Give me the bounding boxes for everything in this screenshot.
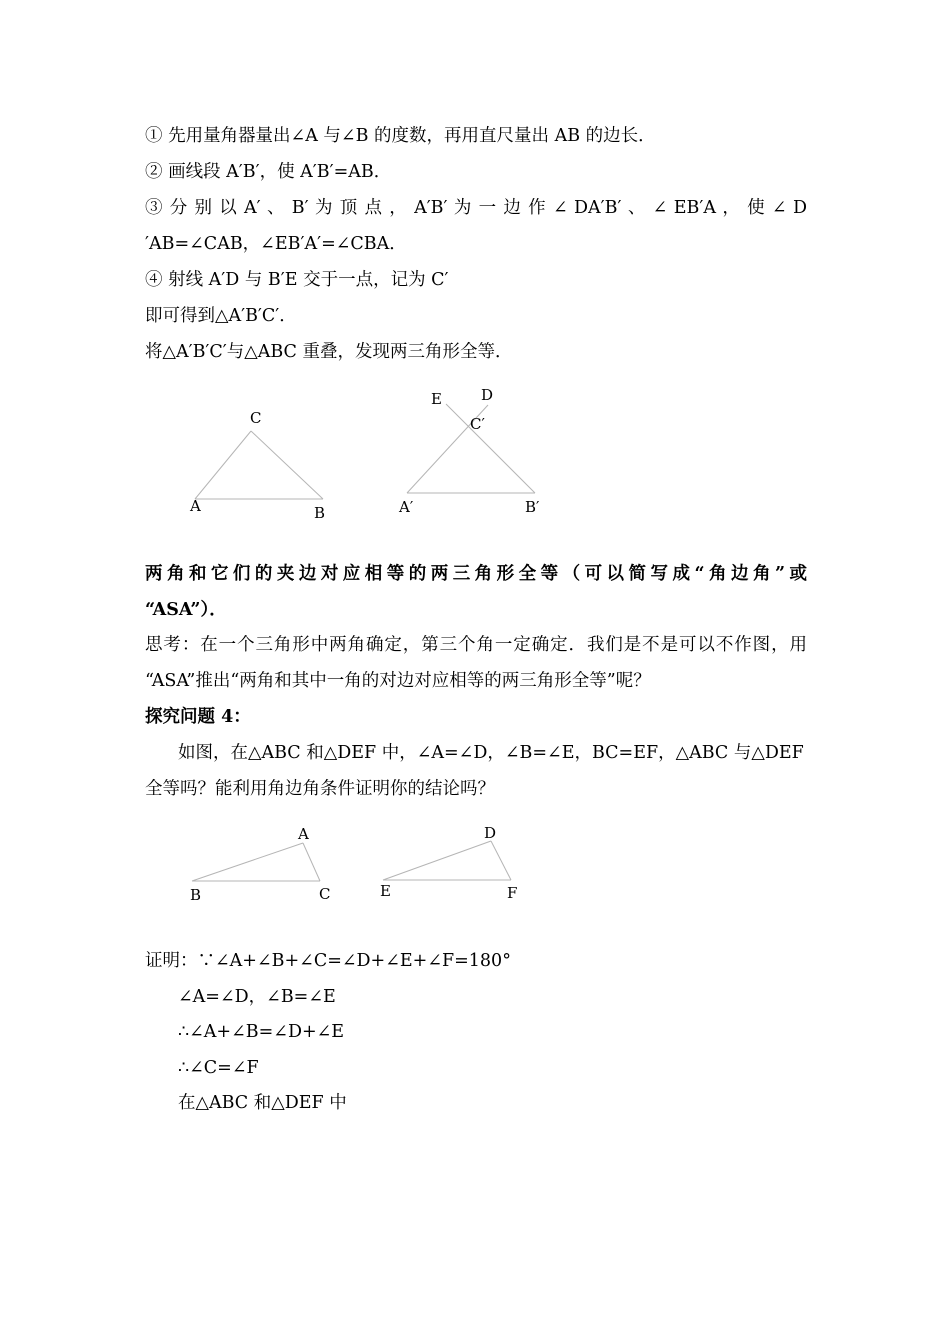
proof-line-3: ∴∠A+∠B=∠D+∠E: [178, 1022, 345, 1042]
step-3-text-line2: ′AB=∠CAB，∠EB′A′=∠CBA．: [145, 234, 407, 254]
label-d-2: D: [484, 824, 497, 842]
triangle-abc-original: [189, 409, 325, 522]
label-b: B: [314, 504, 326, 522]
step-1-text: ① 先用量角器量出∠A 与∠B 的度数，再用直尺量出 AB 的边长．: [145, 126, 656, 146]
think-text-line1: 思考：在一个三角形中两角确定，第三个角一定确定．我们是不是可以不作图，用: [145, 635, 807, 655]
theorem-text-line2: “ASA”）．: [145, 600, 227, 620]
step-2-text: ② 画线段 A′B′，使 A′B′=AB．: [145, 162, 392, 182]
result-text: 即可得到△A′B′C′．: [145, 306, 297, 326]
label-e-2: E: [380, 882, 391, 900]
triangle-a-prime-b-prime-c-prime: [398, 386, 540, 516]
problem-text-line2: 全等吗？能利用角边角条件证明你的结论吗？: [145, 779, 495, 799]
problem-title: 探究问题 4：: [145, 707, 251, 727]
label-a: A: [190, 497, 201, 515]
step-3-text-line1: ③ 分 别 以 A′ 、 B′ 为 顶 点 ， A′B′ 为 一 边 作 ∠ DA′B′ 、 ∠ EB′A ， 使 ∠ D: [145, 198, 807, 218]
label-d: D: [481, 386, 494, 404]
label-c-2: C: [319, 885, 331, 903]
problem-text-line1: 如图，在△ABC 和△DEF 中，∠A=∠D，∠B=∠E，BC=EF，△ABC 与△DEF: [178, 743, 804, 763]
triangle-def-problem: [380, 824, 517, 902]
triangle-abc-problem: [190, 825, 330, 904]
think-text-line2: “ASA”推出“两角和其中一角的对边对应相等的两三角形全等”呢？: [145, 671, 651, 691]
step-4-text: ④ 射线 A′D 与 B′E 交于一点，记为 C′: [145, 270, 449, 290]
label-a-2: A: [298, 825, 309, 843]
label-e: E: [431, 390, 442, 408]
proof-line-4: ∴∠C=∠F: [178, 1058, 259, 1078]
theorem-text-line1: 两角和它们的夹边对应相等的两三角形全等（可以简写成“角边角”或: [145, 564, 807, 584]
proof-line-5: 在△ABC 和△DEF 中: [178, 1093, 347, 1113]
proof-line-1: 证明：∵∠A+∠B+∠C=∠D+∠E+∠F=180°: [145, 951, 511, 971]
proof-line-2: ∠A=∠D，∠B=∠E: [178, 987, 336, 1007]
label-a-prime: A′: [399, 498, 414, 516]
label-b-prime: B′: [525, 498, 540, 516]
label-c: C: [250, 409, 262, 427]
label-c-prime: C′: [470, 415, 485, 433]
label-f-2: F: [507, 884, 518, 902]
label-b-2: B: [190, 886, 202, 904]
overlap-text: 将△A′B′C′与△ABC 重叠，发现两三角形全等．: [145, 342, 513, 362]
